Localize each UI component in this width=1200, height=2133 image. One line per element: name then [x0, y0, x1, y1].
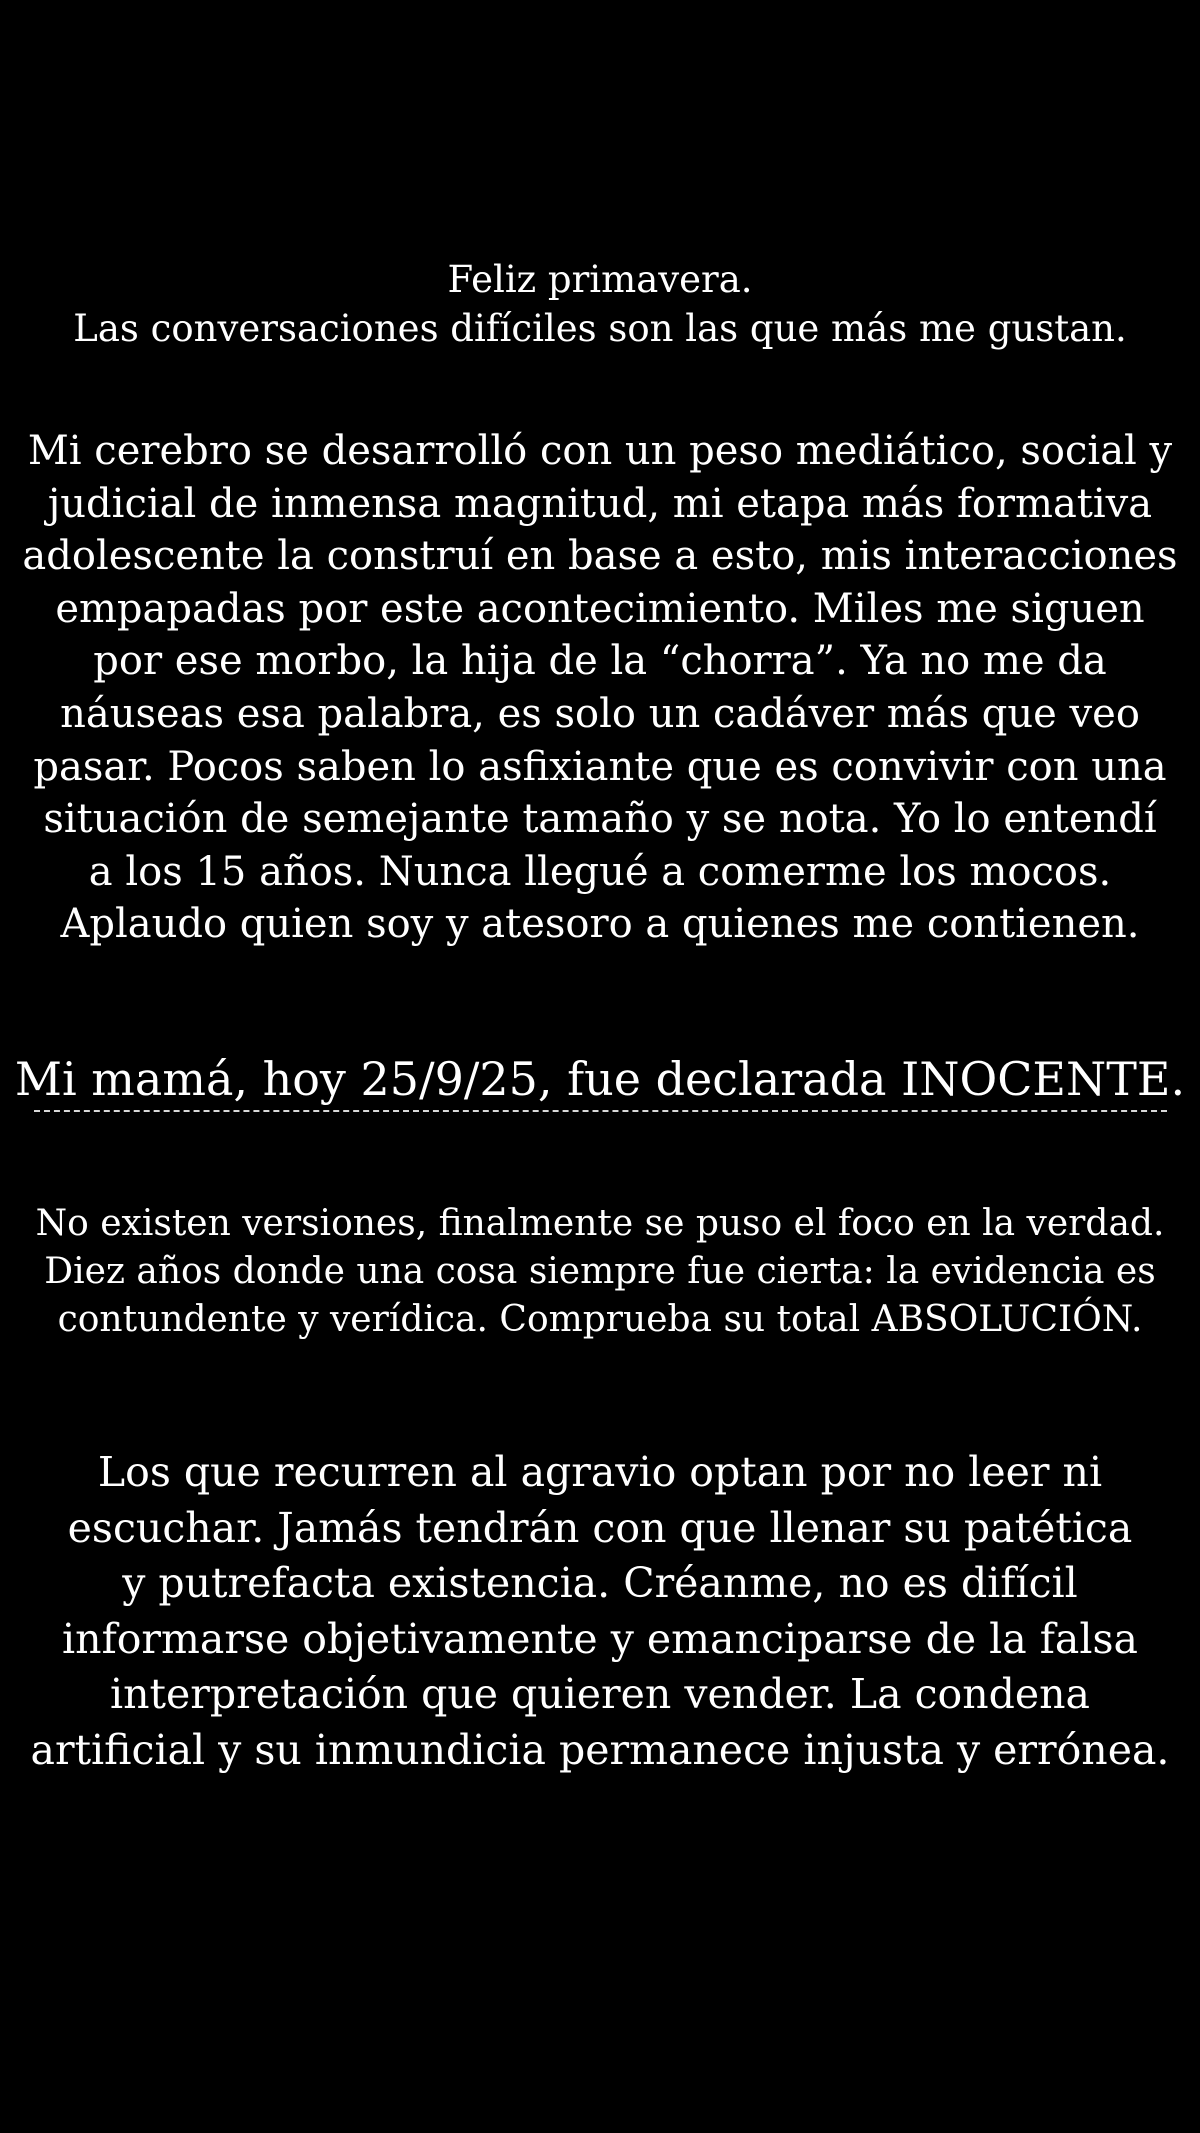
paragraph-line: por ese morbo, la hija de la “chorra”. Ya no me da	[93, 638, 1107, 685]
paragraph-line: adolescente la construí en base a esto, mis interacciones	[22, 533, 1178, 580]
paragraph-line: Mi cerebro se desarrolló con un peso mediático, social y	[27, 428, 1173, 474]
paragraph-line: escuchar. Jamás tendrán con que llenar su patética	[67, 1503, 1133, 1552]
paragraph-line: pasar. Pocos saben lo asfixiante que es convivir con una	[33, 743, 1167, 790]
dashed-underline	[34, 1110, 1167, 1112]
headline-text	[0, 1044, 1200, 1114]
paragraph-line: empapadas por este acontecimiento. Miles me siguen	[55, 585, 1145, 632]
greeting-text	[0, 255, 1200, 353]
closing-paragraph	[0, 1445, 1200, 1778]
paragraph-line: Aplaudo quien soy y atesoro a quienes me contienen.	[60, 901, 1140, 948]
paragraph-line: No existen versiones, finalmente se puso el foco en la verdad.	[35, 1203, 1165, 1244]
paragraph-line: informarse objetivamente y emanciparse de la falsa	[62, 1614, 1138, 1663]
paragraph-line: Los que recurren al agravio optan por no leer ni	[97, 1448, 1103, 1496]
paragraph-line: artificial y su inmundicia permanece injusta y errónea.	[30, 1725, 1170, 1774]
greeting-line: Feliz primavera.	[447, 258, 753, 301]
main-paragraph	[0, 425, 1200, 951]
paragraph-line: Diez años donde una cosa siempre fue cierta: la evidencia es	[44, 1251, 1156, 1292]
greeting-line: Las conversaciones difíciles son las que más me gustan.	[73, 307, 1127, 350]
paragraph-line: a los 15 años. Nunca llegué a comerme los mocos.	[88, 848, 1112, 895]
headline-line: Mi mamá, hoy 25/9/25, fue declarada INOCENTE.	[14, 1052, 1186, 1106]
paragraph-line: contundente y verídica. Comprueba su total ABSOLUCIÓN.	[57, 1299, 1143, 1340]
paragraph-line: situación de semejante tamaño y se nota. Yo lo entendí	[43, 796, 1157, 843]
paragraph-line: y putrefacta existencia. Créanme, no es difícil	[122, 1559, 1078, 1607]
paragraph-line: judicial de inmensa magnitud, mi etapa más formativa	[47, 480, 1153, 527]
second-paragraph	[0, 1200, 1200, 1344]
paragraph-line: interpretación que quieren vender. La condena	[110, 1670, 1090, 1718]
paragraph-line: náuseas esa palabra, es solo un cadáver más que veo	[60, 690, 1140, 737]
